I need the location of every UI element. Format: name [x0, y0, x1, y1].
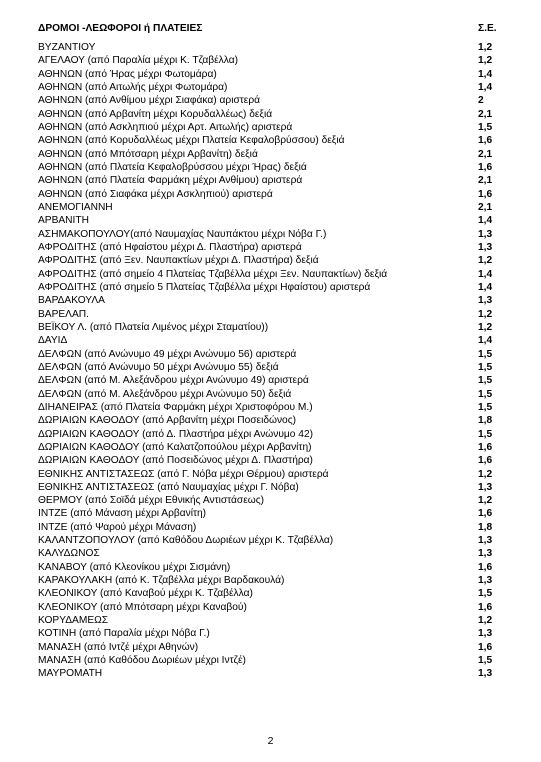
coefficient-value: 1,5: [478, 121, 493, 133]
table-row: [38, 308, 499, 321]
coefficient-value: 1,5: [478, 348, 493, 360]
table-row: [38, 441, 499, 454]
street-name: ΒΑΡΔΑΚΟΥΛΑ: [38, 295, 105, 307]
coefficient-value: 1,5: [478, 375, 493, 387]
table-row: [38, 174, 499, 187]
table-row: [38, 388, 499, 401]
table-row: [38, 454, 499, 467]
table-row: [38, 374, 499, 387]
table-row: [38, 121, 499, 134]
coefficient-value: 1,3: [478, 575, 493, 587]
street-name: ΔΩΡΙΑΙΩΝ ΚΑΘΟΔΟΥ (από Αρβανίτη μέχρι Ποσειδώνος): [38, 415, 297, 427]
street-name: ΑΝΕΜΟΓΙΑΝΝΗ: [38, 201, 113, 213]
street-name: ΜΑΝΑΣΗ (από Ιντζέ μέχρι Αθηνών): [38, 641, 199, 653]
street-name: ΔΩΡΙΑΙΩΝ ΚΑΘΟΔΟΥ (από Καλατζοπούλου μέχρι Αρβανίτη): [38, 441, 312, 453]
street-name: ΒΑΡΕΛΑΠ.: [38, 308, 89, 320]
coefficient-value: 1,3: [478, 241, 493, 253]
street-name: ΚΑΡΑΚΟΥΛΑΚΗ (από Κ. Τζαβέλλα μέχρι Βαρδακουλά): [38, 575, 285, 587]
street-name: ΑΦΡΟΔΙΤΗΣ (από σημείο 4 Πλατείας Τζαβέλλα μέχρι Ξεν. Ναυπακτίων) δεξιά: [38, 268, 388, 280]
street-name: ΚΟΤΙΝΗ (από Παραλία μέχρι Νόβα Γ.): [38, 628, 210, 640]
coefficient-value: 1,3: [478, 668, 493, 680]
coefficient-value: 1,3: [478, 548, 493, 560]
coefficient-value: 1,6: [478, 455, 493, 467]
table-row: [38, 534, 499, 547]
coefficient-value: 1,3: [478, 628, 493, 640]
street-name: ΔΕΛΦΩΝ (από Ανώνυμο 49 μέχρι Ανώνυμο 56) αριστερά: [38, 348, 297, 360]
table-row: [38, 281, 499, 294]
table-header: [38, 23, 499, 37]
street-name: ΚΛΕΟΝΙΚΟΥ (από Μπότσαρη μέχρι Καναβού): [38, 601, 247, 613]
street-name: ΔΩΡΙΑΙΩΝ ΚΑΘΟΔΟΥ (από Δ. Πλαστήρα μέχρι Ανώνυμο 42): [38, 428, 313, 440]
street-column-header: ΔΡΟΜΟΙ -ΛΕΩΦΟΡΟΙ ή ΠΛΑΤΕΙΕΣ: [38, 23, 203, 34]
table-row: [38, 507, 499, 520]
coefficient-value: 1,2: [478, 308, 493, 320]
table-row: [38, 428, 499, 441]
coefficient-value: 1,5: [478, 401, 493, 413]
table-row: [38, 481, 499, 494]
coefficient-value: 1,2: [478, 42, 493, 53]
coefficient-value: 1,3: [478, 535, 493, 547]
coefficient-value: 1,3: [478, 228, 493, 240]
table-row: [38, 547, 499, 560]
table-row: [38, 294, 499, 307]
coefficient-value: 1,8: [478, 521, 493, 533]
street-name: ΑΦΡΟΔΙΤΗΣ (από σημείο 5 Πλατείας Τζαβέλλα μέχρι Ηφαίστου) αριστερά: [38, 281, 371, 293]
coefficient-value: 1,5: [478, 361, 493, 373]
table-row: [38, 667, 499, 680]
table-row: [38, 401, 499, 414]
street-name: ΑΘΗΝΩΝ (από Πλατεία Φαρμάκη μέχρι Ανθίμου) αριστερά: [38, 175, 303, 187]
coefficient-value: 2,1: [478, 175, 493, 187]
street-name: ΚΟΡΥΔΑΜΕΩΣ: [38, 615, 109, 627]
table-row: [38, 54, 499, 67]
street-name: ΚΑΛΑΝΤΖΟΠΟΥΛΟΥ (από Καθόδου Δωριέων μέχρι Κ. Τζαβέλλα): [38, 535, 334, 547]
table-row: [38, 334, 499, 347]
table-row: [38, 108, 499, 121]
table-row: [38, 254, 499, 267]
coefficient-value: 1,4: [478, 335, 493, 347]
table-row: [38, 587, 499, 600]
street-name: ΑΦΡΟΔΙΤΗΣ (από Ηφαίστου μέχρι Δ. Πλαστήρα) αριστερά: [38, 241, 302, 253]
coefficient-value: 1,6: [478, 508, 493, 520]
table-row: [38, 574, 499, 587]
coefficient-value: 2,1: [478, 148, 493, 160]
street-name: ΔΕΛΦΩΝ (από Μ. Αλεξάνδρου μέχρι Ανώνυμο 49) αριστερά: [38, 375, 309, 387]
street-name: ΑΘΗΝΩΝ (από Πλατεία Κεφαλοβρύσσου μέχρι Ήρας) δεξιά: [38, 161, 307, 173]
table-row: [38, 148, 499, 161]
table-row: [38, 361, 499, 374]
coefficient-value: 2,1: [478, 108, 493, 120]
table-row: [38, 214, 499, 227]
coefficient-value: 1,2: [478, 55, 493, 67]
table-row: [38, 201, 499, 214]
street-name: ΔΙΗΑΝΕΙΡΑΣ (από Πλατεία Φαρμάκη μέχρι Χριστοφόρου Μ.): [38, 401, 313, 413]
coefficient-value: 1,5: [478, 428, 493, 440]
street-name: ΑΘΗΝΩΝ (από Κορυδαλλέως μέχρι Πλατεία Κεφαλοβρύσσου) δεξιά: [38, 135, 345, 147]
table-row: [38, 614, 499, 627]
coefficient-value: 1,2: [478, 255, 493, 267]
street-name: ΑΦΡΟΔΙΤΗΣ (από Ξεν. Ναυπακτίων μέχρι Δ. Πλαστήρα) δεξιά: [38, 255, 319, 267]
street-name: ΙΝΤΖΕ (από Μάναση μέχρι Αρβανίτη): [38, 508, 207, 520]
street-name: ΑΓΕΛΑΟΥ (από Παραλία μέχρι Κ. Τζαβέλλα): [38, 55, 238, 67]
coefficient-column-header: Σ.Ε.: [478, 23, 497, 34]
coefficient-value: 2: [478, 95, 484, 107]
table-row: [38, 228, 499, 241]
table-row: [38, 601, 499, 614]
street-name: ΙΝΤΖΕ (από Ψαρού μέχρι Μάναση): [38, 521, 197, 533]
table-row: [38, 241, 499, 254]
table-row: [38, 68, 499, 81]
table-row: [38, 321, 499, 334]
street-name: ΑΣΗΜΑΚΟΠΟΥΛΟΥ(από Ναυμαχίας Ναυπάκτου μέχρι Νόβα Γ.): [38, 228, 327, 240]
page-number: 2: [267, 735, 274, 747]
table-row: [38, 41, 499, 54]
street-name: ΔΕΛΦΩΝ (από Μ. Αλεξάνδρου μέχρι Ανώνυμο 50) δεξιά: [38, 388, 292, 400]
street-name: ΚΑΝΑΒΟΥ (από Κλεονίκου μέχρι Σισμάνη): [38, 561, 231, 573]
coefficient-value: 1,5: [478, 588, 493, 600]
street-name: ΑΘΗΝΩΝ (από Μπότσαρη μέχρι Αρβανίτη) δεξιά: [38, 148, 258, 160]
table-row: [38, 641, 499, 654]
table-row: [38, 134, 499, 147]
coefficient-value: 1,6: [478, 161, 493, 173]
coefficient-value: 1,8: [478, 415, 493, 427]
table-row: [38, 348, 499, 361]
street-name: ΔΕΛΦΩΝ (από Ανώνυμο 50 μέχρι Ανώνυμο 55) δεξιά: [38, 361, 279, 373]
street-list: [38, 41, 499, 681]
table-row: [38, 188, 499, 201]
table-row: [38, 521, 499, 534]
street-name: ΑΘΗΝΩΝ (από Αρβανίτη μέχρι Κορυδαλλέως) δεξιά: [38, 108, 273, 120]
street-name: ΒΥΖΑΝΤΙΟΥ: [38, 42, 96, 53]
table-row: [38, 494, 499, 507]
coefficient-value: 1,3: [478, 295, 493, 307]
coefficient-value: 1,6: [478, 441, 493, 453]
street-name: ΔΑΥΙΔ: [38, 335, 68, 347]
coefficient-value: 1,4: [478, 268, 493, 280]
coefficient-value: 1,2: [478, 321, 493, 333]
street-name: ΑΘΗΝΩΝ (από Ανθίμου μέχρι Σιαφάκα) αριστερά: [38, 95, 260, 107]
coefficient-value: 1,6: [478, 641, 493, 653]
street-name: ΘΕΡΜΟΥ (από Σοϊδά μέχρι Εθνικής Αντιστάσεως): [38, 495, 264, 507]
coefficient-value: 1,6: [478, 188, 493, 200]
street-name: ΒΕΪΚΟΥ Λ. (από Πλατεία Λιμένος μέχρι Σταματίου)): [38, 321, 269, 333]
street-name: ΕΘΝΙΚΗΣ ΑΝΤΙΣΤΑΣΕΩΣ (από Ναυμαχίας μέχρι Γ. Νόβα): [38, 481, 299, 493]
street-name: ΜΑΝΑΣΗ (από Καθόδου Δωριέων μέχρι Ιντζέ): [38, 655, 246, 667]
coefficient-value: 1,4: [478, 215, 493, 227]
street-name: ΑΘΗΝΩΝ (από Σιαφάκα μέχρι Ασκληπιού) αριστερά: [38, 188, 273, 200]
table-row: [38, 561, 499, 574]
table-row: [38, 627, 499, 640]
coefficient-value: 1,6: [478, 135, 493, 147]
coefficient-value: 1,4: [478, 68, 493, 80]
street-name: ΑΘΗΝΩΝ (από Ασκληπιού μέχρι Αρτ. Αιτωλής) αριστερά: [38, 121, 293, 133]
coefficient-value: 1,6: [478, 561, 493, 573]
table-row: [38, 268, 499, 281]
table-row: [38, 161, 499, 174]
street-name: ΚΑΛΥΔΩΝΟΣ: [38, 548, 100, 560]
street-name: ΑΡΒΑΝΙΤΗ: [38, 215, 89, 227]
street-name: ΑΘΗΝΩΝ (από Ήρας μέχρι Φωτομάρα): [38, 68, 217, 80]
coefficient-value: 1,5: [478, 388, 493, 400]
street-name: ΕΘΝΙΚΗΣ ΑΝΤΙΣΤΑΣΕΩΣ (από Γ. Νόβα μέχρι Θέρμου) αριστερά: [38, 468, 329, 480]
street-name: ΑΘΗΝΩΝ (από Αιτωλής μέχρι Φωτομάρα): [38, 81, 228, 93]
table-row: [38, 94, 499, 107]
street-name: ΚΛΕΟΝΙΚΟΥ (από Καναβού μέχρι Κ. Τζαβέλλα): [38, 588, 253, 600]
table-row: [38, 654, 499, 667]
coefficient-value: 1,3: [478, 481, 493, 493]
table-row: [38, 468, 499, 481]
street-name: ΜΑΥΡΟΜΑΤΗ: [38, 668, 103, 680]
coefficient-value: 1,2: [478, 615, 493, 627]
coefficient-value: 1,5: [478, 655, 493, 667]
table-row: [38, 414, 499, 427]
coefficient-value: 1,4: [478, 81, 493, 93]
street-name: ΔΩΡΙΑΙΩΝ ΚΑΘΟΔΟΥ (από Ποσειδώνος μέχρι Δ. Πλαστήρα): [38, 455, 313, 467]
coefficient-value: 1,2: [478, 468, 493, 480]
coefficient-value: 1,6: [478, 601, 493, 613]
coefficient-value: 2,1: [478, 201, 493, 213]
table-row: [38, 81, 499, 94]
coefficient-value: 1,4: [478, 281, 493, 293]
coefficient-value: 1,2: [478, 495, 493, 507]
